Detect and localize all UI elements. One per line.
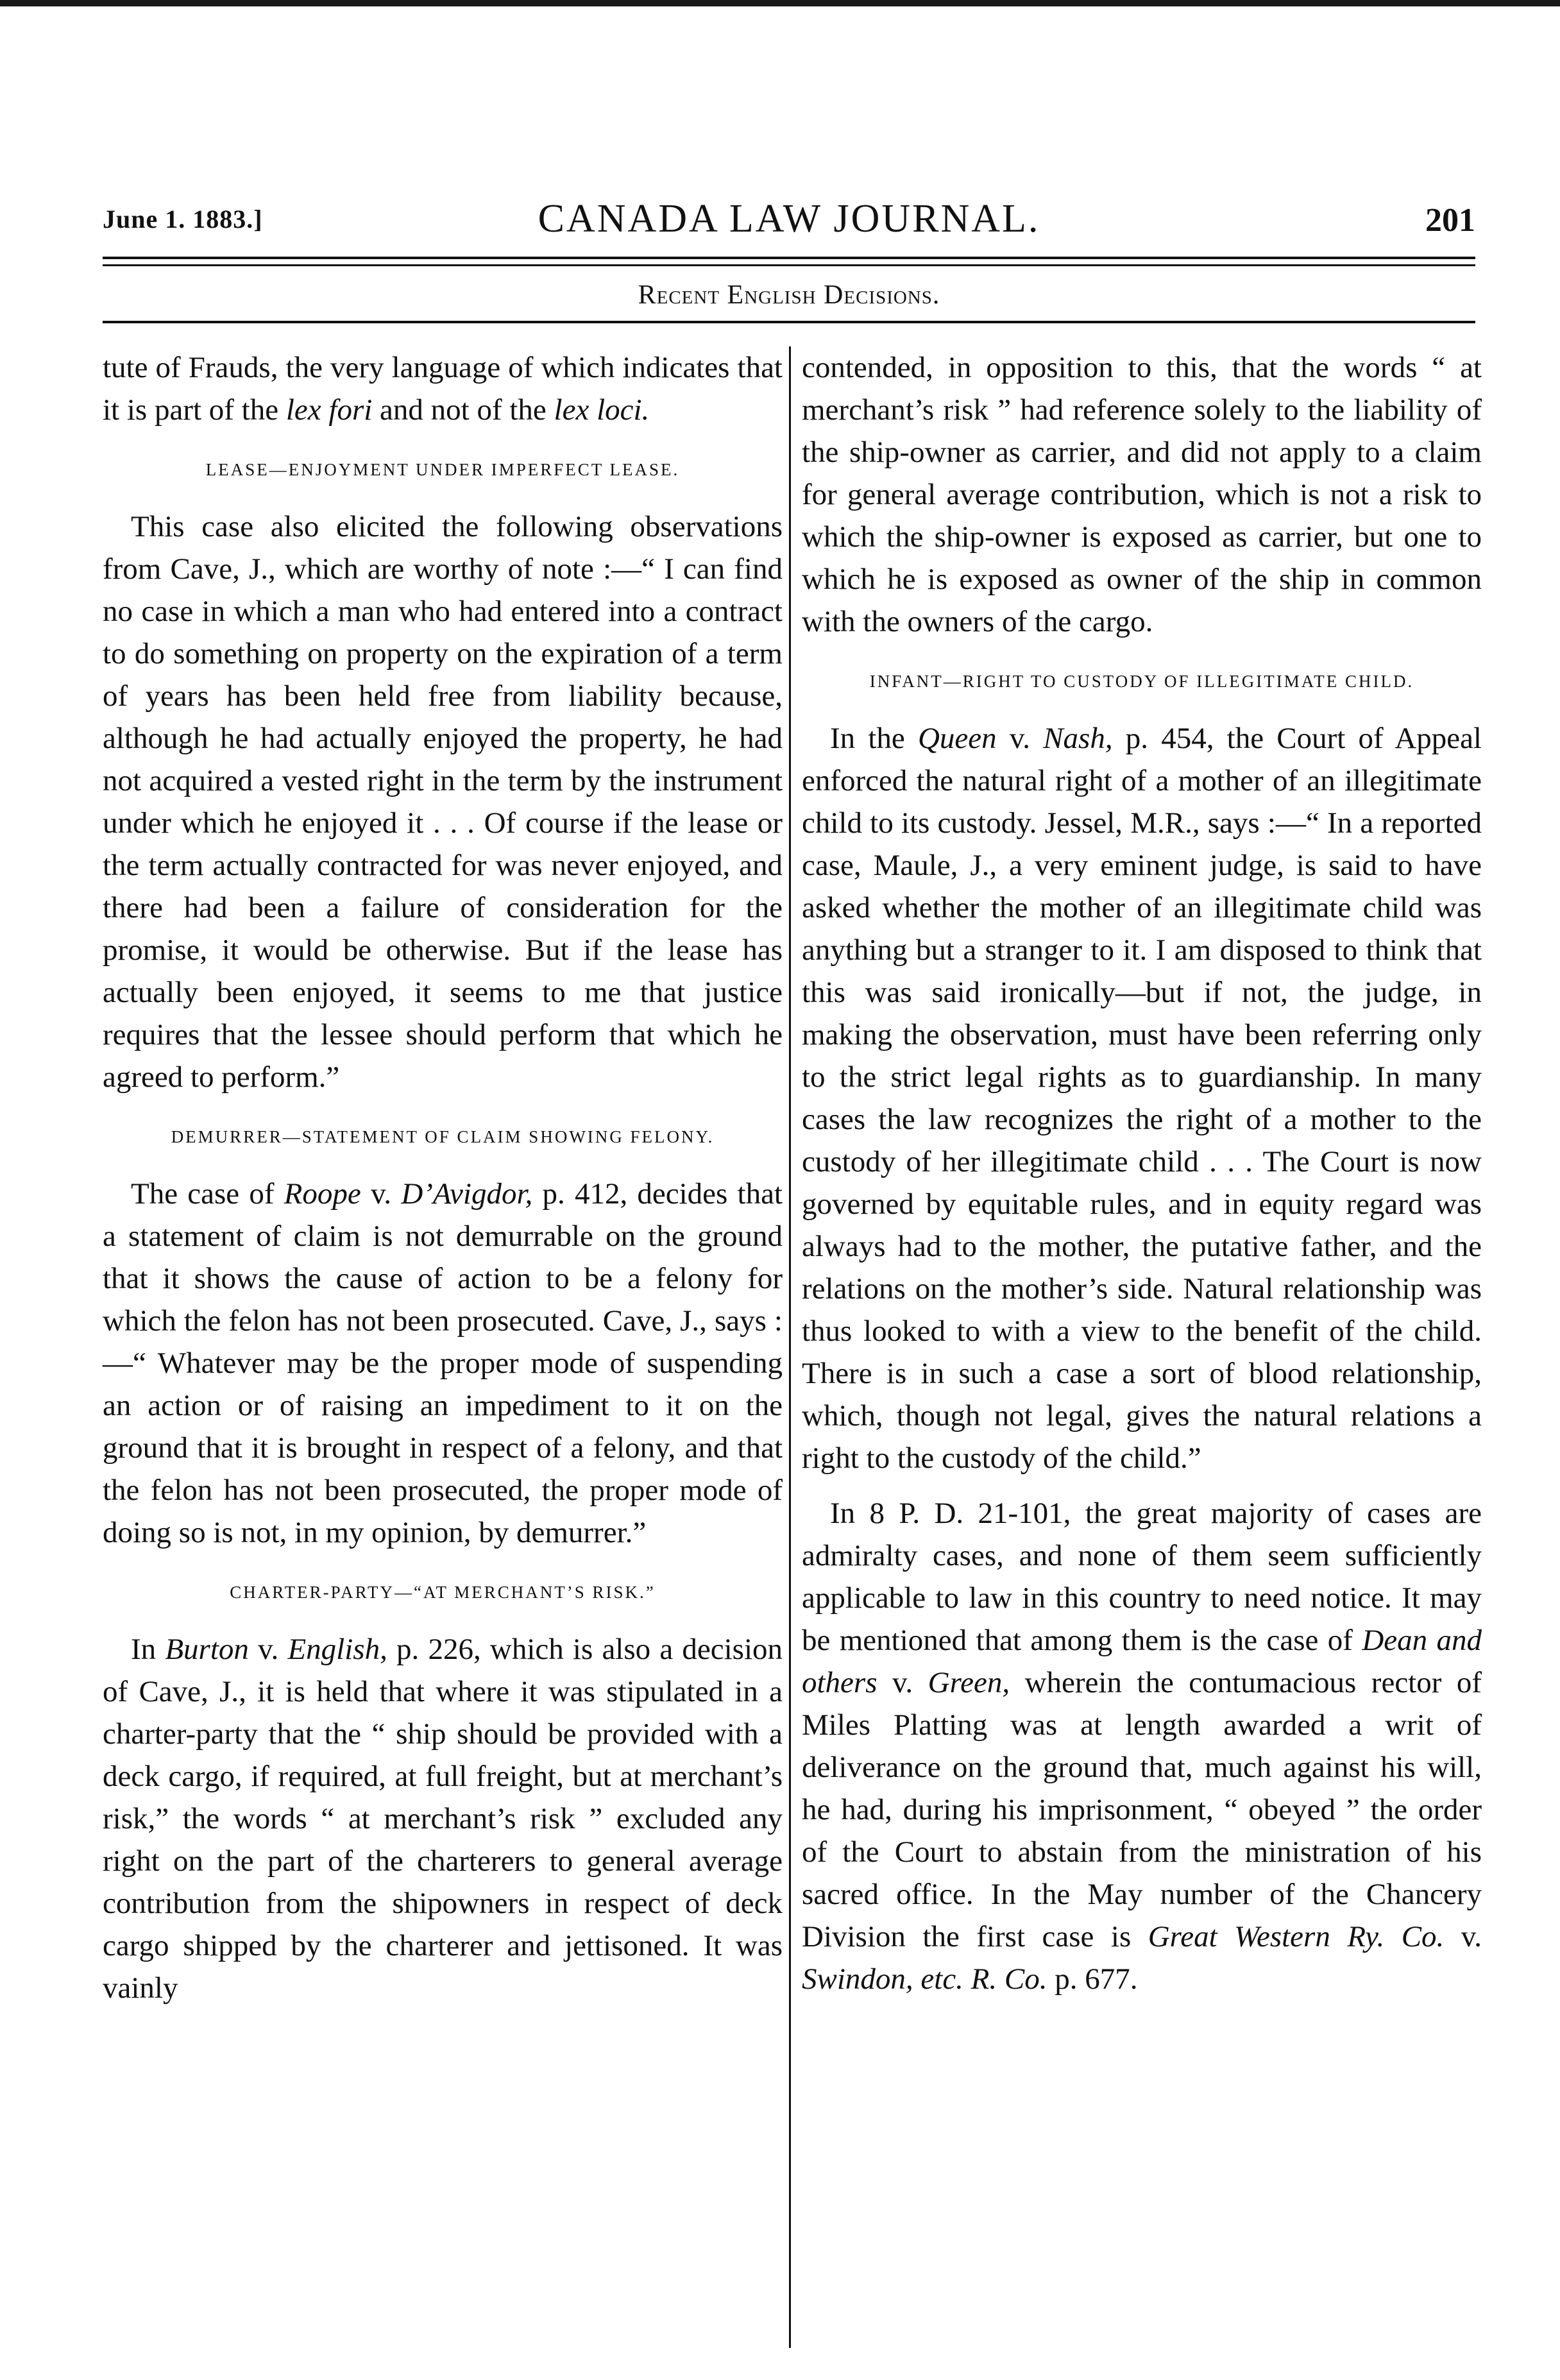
paragraph: [103, 1628, 783, 2009]
paragraph: [103, 506, 783, 1098]
italic-text: lex fori: [285, 393, 373, 427]
text-run: and not of the: [372, 393, 554, 427]
paragraph: [802, 717, 1482, 1479]
text-run: contended, in opposition to this, that the words “ at merchant’s risk ” had reference solely to the liability of the ship-owner as carrier, and did not apply to a claim for general average contribution, which is not a risk to which the ship-owner is exposed as carrier, but one to which he is exposed as owner of the ship in common with the owners of the cargo.: [802, 351, 1482, 638]
text-run: p. 412, decides that a statement of claim is not demurrable on the ground that it shows the cause of action to be a felony for which the felon has not been prosecuted. Cave, J., says :—“ Whatever may be the proper mode of suspending an action or of raising an impediment to it on the ground that it is brought in respect of a felony, and that the felon has not been prosecuted, the proper mode of doing so is not, in my opinion, by demurrer.”: [103, 1177, 783, 1549]
text-run: In the: [830, 722, 918, 755]
issue-date: June 1. 1883.]: [103, 205, 263, 234]
text-run: The case of: [131, 1177, 284, 1211]
running-head: [103, 192, 1475, 244]
italic-text: lex loci.: [554, 393, 650, 427]
journal-title: CANADA LAW JOURNAL.: [538, 197, 1040, 241]
italic-text: Nash,: [1043, 722, 1113, 755]
section-title: Recent English Decisions.: [638, 280, 940, 310]
paragraph: [802, 1492, 1482, 2000]
text-run: In: [131, 1633, 165, 1666]
header-rule-lower: [103, 264, 1475, 266]
text-run: v.: [1444, 1920, 1482, 1953]
text-run: v.: [877, 1666, 928, 1699]
text-run: This case also elicited the following observations from Cave, J., which are worthy of note :—“ I can find no case in which a man who had entered into a contract to do something on property on the expiration of a term of years has been held free from liability because, although he had actually enjoyed the property, he had not acquired a vested right in the term by the instrument under which he enjoyed it . . . Of course if the lease or the term actually contracted for was never enjoyed, and there had been a failure of consideration for the promise, it would be otherwise. But if the lease has actually been enjoyed, it seems to me that justice requires that the lessee should perform that which he agreed to perform.”: [103, 510, 783, 1094]
italic-text: Swindon, etc. R. Co.: [802, 1962, 1047, 1996]
column-divider: [789, 346, 791, 2348]
section-rule: [103, 321, 1475, 323]
italic-text: Burton: [165, 1633, 249, 1666]
subheading: DEMURRER—STATEMENT OF CLAIM SHOWING FELONY.: [171, 1127, 715, 1146]
text-run: v.: [248, 1633, 288, 1666]
italic-text: D’Avigdor,: [401, 1177, 533, 1211]
left-column: [103, 346, 783, 2348]
italic-text: Queen: [917, 722, 997, 755]
header-rule: [103, 257, 1475, 259]
italic-text: Dean and others: [802, 1624, 1482, 1699]
paragraph: [802, 346, 1482, 643]
page-number: 201: [1425, 202, 1475, 239]
text-run: v.: [360, 1177, 402, 1211]
italic-text: Green,: [928, 1666, 1010, 1699]
text-run: p. 454, the Court of Appeal enforced the natural right of a mother of an illegitimate child to its custody. Jessel, M.R., says :—“ In a reported case, Maule, J., a very eminent judge, is said to have asked whether the mother of an illegitimate child was anything but a stranger to it. I am disposed to think that this was said ironically—but if not, the judge, in making the observation, must have been referring only to the strict legal rights as to guardianship. In many cases the law recognizes the right of a mother to the custody of her illegitimate child . . . The Court is now governed by equitable rules, and in equity regard was always had to the mother, the putative father, and the relations on the mother’s side. Natural relationship was thus looked to with a view to the benefit of the child. There is in such a case a sort of blood relationship, which, though not legal, gives the natural relations a right to the custody of the child.”: [802, 722, 1482, 1475]
subheading: LEASE—ENJOYMENT UNDER IMPERFECT LEASE.: [205, 460, 680, 479]
italic-text: English,: [287, 1633, 387, 1666]
subheading: INFANT—RIGHT TO CUSTODY OF ILLEGITIMATE CHILD.: [869, 672, 1414, 691]
text-run: wherein the contumacious rector of Miles Platting was at length awarded a writ of deliverance on the ground that, much against his will, he had, during his imprisonment, “ obeyed ” the order of the Court to abstain from the ministration of his sacred office. In the May number of the Chancery Division the first case is: [802, 1666, 1482, 1953]
right-column: [802, 346, 1482, 2348]
text-run: tute of Frauds, the very language of which indicates that it is part of the: [103, 351, 783, 427]
text-run: p. 677.: [1047, 1962, 1138, 1996]
italic-text: Roope: [284, 1177, 361, 1211]
text-run: v.: [996, 722, 1044, 755]
text-run: In 8 P. D. 21-101, the great majority of cases are admiralty cases, and none of them seem sufficiently applicable to law in this country to need notice. It may be mentioned that among them is the case of: [802, 1497, 1482, 1657]
paragraph: [103, 346, 783, 431]
italic-text: Great Western Ry. Co.: [1148, 1920, 1445, 1953]
paragraph: [103, 1173, 783, 1554]
subheading: CHARTER-PARTY—“AT MERCHANT’S RISK.”: [230, 1583, 656, 1602]
page-top-border: [0, 0, 1560, 6]
text-run: p. 226, which is also a decision of Cave, J., it is held that where it was stipulated in a charter-party that the “ ship should be provided with a deck cargo, if required, at full freight, but at merchant’s risk,” the words “ at merchant’s risk ” excluded any right on the part of the charterers to general average contribution from the shipowners in respect of deck cargo shipped by the charterer and jettisoned. It was vainly: [103, 1633, 783, 2005]
